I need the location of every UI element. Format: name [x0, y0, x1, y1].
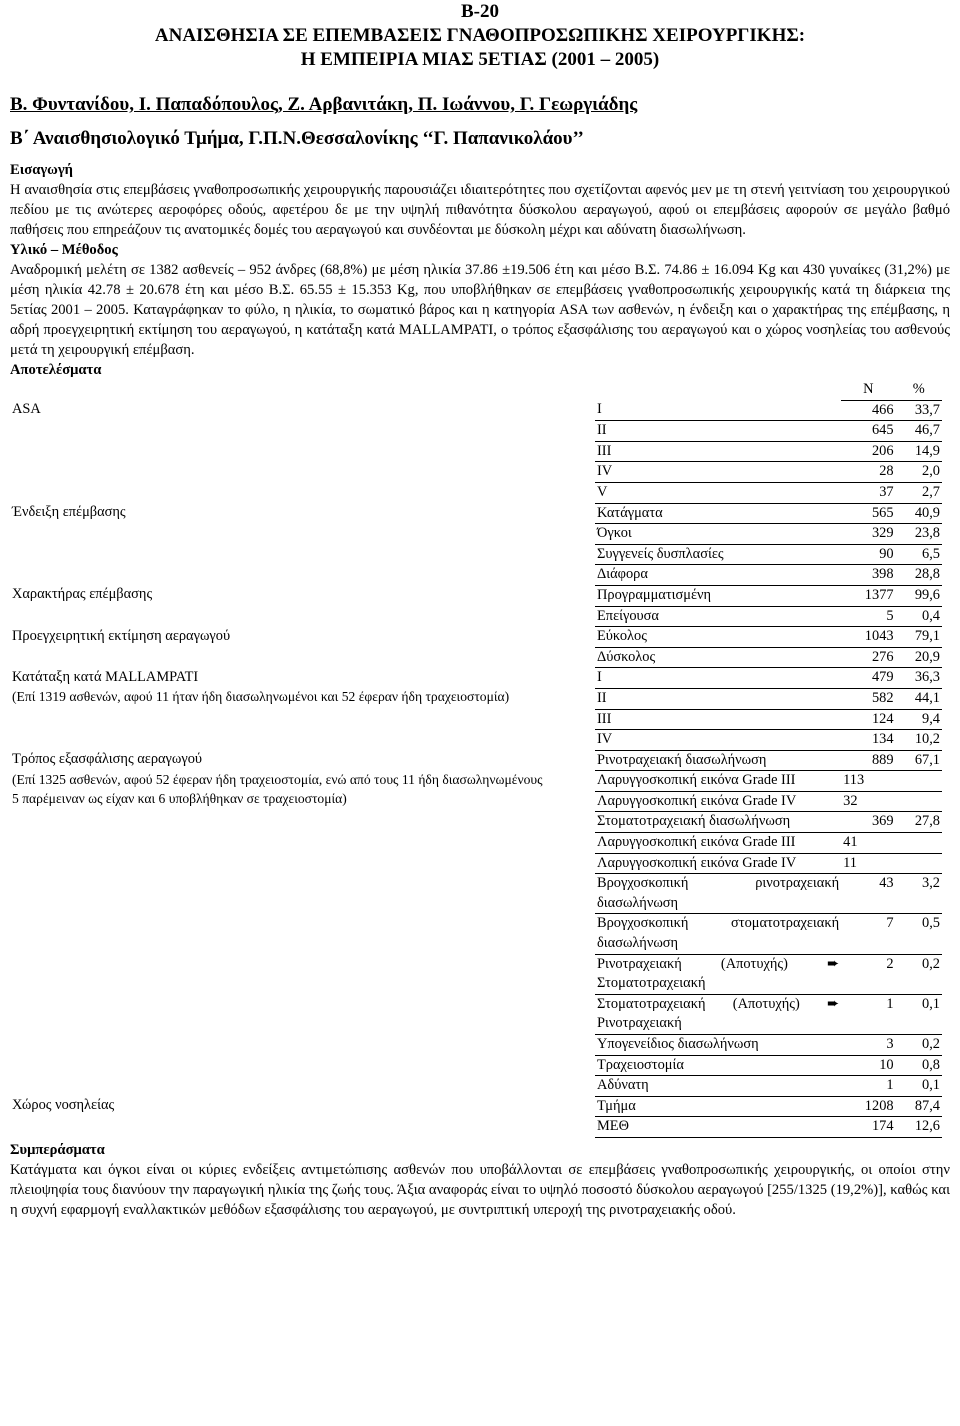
percent-cell: 28,8	[896, 565, 942, 586]
percent-cell: 12,6	[896, 1117, 942, 1138]
row-group-label	[10, 627, 595, 668]
count-cell: 1208	[841, 1096, 895, 1117]
percent-cell: 9,4	[896, 709, 942, 730]
count-cell: 113	[841, 771, 895, 792]
count-cell: 1	[841, 994, 895, 1034]
affiliation: Β΄ Αναισθησιολογικό Τμήμα, Γ.Π.Ν.Θεσσαλονίκης ‘‘Γ. Παπανικολάου’’	[10, 128, 584, 149]
category-cell: Αδύνατη	[595, 1076, 841, 1097]
group-label-text: Προεγχειρητική εκτίμηση αεραγωγού	[12, 627, 231, 644]
intro-text: Η αναισθησία στις επεμβάσεις γναθοπροσωπικής χειρουργικής παρουσιάζει ιδιαιτερότητες που σχετίζονται αφενός μεν με τη στενή γειτνίαση του χειρουργικού πεδίου με τις ανώτερες αεροφόρες οδούς, αφετέρου δε με την υψηλή πιθανότητα δύσκολου αεραγωγού, αφού οι επεμβάσεις αφορούν σε μεγάλο βαθμό παθήσεις που επηρεάζουν τις ανατομικές δομές του αεραγωγού και συνδέονται με δύσκολη μέχρι και αδύνατη διασωλήνωση.	[10, 182, 950, 238]
percent-cell: 36,3	[896, 668, 942, 689]
results-table-header	[10, 380, 942, 400]
count-cell: 565	[841, 503, 895, 524]
title-line-2: Η ΕΜΠΕΙΡΙΑ ΜΙΑΣ 5ΕΤΙΑΣ (2001 – 2005)	[300, 49, 660, 70]
percent-cell	[896, 833, 942, 854]
category-cell: Βρογχοσκοπική στοματοτραχειακή διασωλήνωση	[595, 914, 841, 954]
percent-cell: 40,9	[896, 503, 942, 524]
category-cell: Λαρυγγοσκοπική εικόνα Grade IV	[595, 791, 841, 812]
group-label-text: ASA	[12, 401, 41, 418]
table-row	[10, 668, 942, 689]
percent-cell: 6,5	[896, 544, 942, 565]
percent-cell: 0,8	[896, 1055, 942, 1076]
count-cell: 2	[841, 954, 895, 994]
table-row	[10, 1096, 942, 1117]
count-cell: 889	[841, 750, 895, 771]
count-cell: 5	[841, 606, 895, 627]
category-cell: II	[595, 421, 841, 442]
group-label-text: Κατάταξη κατά MALLAMPATI	[12, 668, 199, 685]
percent-cell	[896, 853, 942, 874]
methods-text: Αναδρομική μελέτη σε 1382 ασθενείς – 952 άνδρες (68,8%) με μέση ηλικία 37.86 ±19.506 έτη και μέσο Β.Σ. 74.86 ± 16.094 Kg και 430 γυναίκες (31,2%) με μέση ηλικία 42.78 ± 20.678 έτη και μέσο Β.Σ. 65.55 ± 15.353 Kg, που υποβλήθηκαν σε επεμβάσεις γναθοπροσωπικής χειρουργικής κατά τη διάρκεια της 5ετίας 2001 – 2005. Καταγράφηκαν το φύλο, η ηλικία, το σωματικό βάρος και η κατηγορία ASA των ασθενών, η ένδειξη και ο χαρακτήρας της επέμβασης, η αδρή προεγχειρητική εκτίμηση του αεραγωγού, η κατάταξη κατά MALLAMPATI, ο τρόπος εξασφάλισης του αεραγωγού και ο χώρος νοσηλείας του ασθενούς μετά τη χειρουργική επέμβαση.	[10, 262, 950, 358]
percent-cell: 0,1	[896, 1076, 942, 1097]
count-cell: 134	[841, 730, 895, 751]
count-cell: 329	[841, 524, 895, 545]
count-cell: 582	[841, 688, 895, 709]
category-cell: Προγραμματισμένη	[595, 585, 841, 606]
category-cell: Δύσκολος	[595, 647, 841, 668]
percent-cell	[896, 771, 942, 792]
percent-cell: 10,2	[896, 730, 942, 751]
authors	[10, 92, 950, 118]
row-group-label	[10, 668, 595, 750]
count-cell: 645	[841, 421, 895, 442]
percent-cell: 0,2	[896, 1035, 942, 1056]
percent-cell: 23,8	[896, 524, 942, 545]
table-row	[10, 400, 942, 421]
count-cell: 37	[841, 482, 895, 503]
category-cell: Στοματοτραχειακή διασωλήνωση	[595, 812, 841, 833]
results-table	[10, 380, 942, 1138]
category-cell: ΜΕΘ	[595, 1117, 841, 1138]
count-cell: 28	[841, 462, 895, 483]
methods-heading: Υλικό – Μέθοδος	[10, 242, 118, 258]
percent-cell: 14,9	[896, 441, 942, 462]
count-cell: 41	[841, 833, 895, 854]
column-header-pct: %	[896, 380, 942, 400]
conclusions-text: Κατάγματα και όγκοι είναι οι κύριες ενδείξεις αντιμετώπισης ασθενών που υποβάλλονται σε επεμβάσεις γναθοπροσωπικής χειρουργικής, οι οποίοι στην πλειοψηφία τους διανύουν την παραγωγική ηλικία της ζωής τους. Άξια αναφοράς είναι το υψηλό ποσοστό δύσκολου αεραγωγού [255/1325 (19,2%)], καθώς και η συχνή εφαρμογή εναλλακτικών μεθόδων εξασφάλισης του αεραγωγού, με συντριπτική υπεροχή της ρινοτραχειακής οδού.	[10, 1161, 950, 1218]
group-note: (Επί 1325 ασθενών, αφού 52 έφεραν ήδη τραχειοστομία, ενώ από τους 11 ήδη διασωληνωμένους 5 παρέμειναν ως είχαν και 6 υποβλήθηκαν σε τραχειοστομία)	[12, 771, 543, 807]
group-label-text: Τρόπος εξασφάλισης αεραγωγού	[12, 751, 203, 768]
percent-cell: 3,2	[896, 874, 942, 914]
category-cell: Υπογενείδιος διασωλήνωση	[595, 1035, 841, 1056]
row-group-label	[10, 750, 595, 1096]
category-cell: Όγκοι	[595, 524, 841, 545]
row-group-label	[10, 400, 595, 503]
percent-cell: 44,1	[896, 688, 942, 709]
category-cell: III	[595, 709, 841, 730]
category-cell: IV	[595, 730, 841, 751]
percent-cell	[896, 791, 942, 812]
authors-text: Β. Φυντανίδου, Ι. Παπαδόπουλος, Ζ. Αρβανιτάκη, Π. Ιωάννου, Γ. Γεωργιάδης	[10, 94, 638, 115]
table-row	[10, 503, 942, 524]
row-group-label	[10, 1096, 595, 1137]
group-label-text: Ένδειξη επέμβασης	[12, 504, 126, 521]
count-cell: 32	[841, 791, 895, 812]
category-cell: II	[595, 688, 841, 709]
group-note: (Επί 1319 ασθενών, αφού 11 ήταν ήδη διασωληνωμένοι και 52 έφεραν ήδη τραχειοστομία)	[12, 689, 510, 705]
count-cell: 43	[841, 874, 895, 914]
category-cell: Επείγουσα	[595, 606, 841, 627]
category-cell: I	[595, 668, 841, 689]
category-cell: V	[595, 482, 841, 503]
count-cell: 276	[841, 647, 895, 668]
count-cell: 1377	[841, 585, 895, 606]
category-cell: IV	[595, 462, 841, 483]
category-cell: Εύκολος	[595, 627, 841, 648]
count-cell: 1043	[841, 627, 895, 648]
row-group-label	[10, 585, 595, 626]
count-cell: 398	[841, 565, 895, 586]
table-row	[10, 585, 942, 606]
count-cell: 369	[841, 812, 895, 833]
count-cell: 3	[841, 1035, 895, 1056]
category-cell: Διάφορα	[595, 565, 841, 586]
category-cell: Τμήμα	[595, 1096, 841, 1117]
conclusions-heading: Συμπεράσματα	[10, 1141, 105, 1158]
count-cell: 466	[841, 400, 895, 421]
category-cell: Λαρυγγοσκοπική εικόνα Grade IV	[595, 853, 841, 874]
abstract-code: B-20	[461, 1, 499, 22]
count-cell: 1	[841, 1076, 895, 1097]
table-row	[10, 750, 942, 771]
category-cell: III	[595, 441, 841, 462]
category-cell: Στοματοτραχειακή (Αποτυχής) ➨ Ρινοτραχειακή	[595, 994, 841, 1034]
percent-cell: 2,0	[896, 462, 942, 483]
category-cell: Τραχειοστομία	[595, 1055, 841, 1076]
count-cell: 174	[841, 1117, 895, 1138]
count-cell: 7	[841, 914, 895, 954]
percent-cell: 27,8	[896, 812, 942, 833]
category-cell: Κατάγματα	[595, 503, 841, 524]
percent-cell: 67,1	[896, 750, 942, 771]
category-cell: Λαρυγγοσκοπική εικόνα Grade III	[595, 771, 841, 792]
column-header-n: N	[841, 380, 895, 400]
count-cell: 479	[841, 668, 895, 689]
count-cell: 10	[841, 1055, 895, 1076]
percent-cell: 33,7	[896, 400, 942, 421]
category-cell: I	[595, 400, 841, 421]
percent-cell: 2,7	[896, 482, 942, 503]
percent-cell: 46,7	[896, 421, 942, 442]
category-cell: Ρινοτραχειακή (Αποτυχής) ➨ Στοματοτραχειακή	[595, 954, 841, 994]
category-cell: Ρινοτραχειακή διασωλήνωση	[595, 750, 841, 771]
title-line-1: ΑΝΑΙΣΘΗΣΙΑ ΣΕ ΕΠΕΜΒΑΣΕΙΣ ΓΝΑΘΟΠΡΟΣΩΠΙΚΗΣ ΧΕΙΡΟΥΡΓΙΚΗΣ:	[154, 25, 806, 46]
category-cell: Βρογχοσκοπική ρινοτραχειακή διασωλήνωση	[595, 874, 841, 914]
intro-heading: Εισαγωγή	[10, 162, 73, 178]
count-cell: 206	[841, 441, 895, 462]
category-cell: Συγγενείς δυσπλασίες	[595, 544, 841, 565]
count-cell: 90	[841, 544, 895, 565]
row-group-label	[10, 503, 595, 585]
percent-cell: 0,2	[896, 954, 942, 994]
category-cell: Λαρυγγοσκοπική εικόνα Grade III	[595, 833, 841, 854]
results-heading: Αποτελέσματα	[10, 362, 102, 378]
percent-cell: 87,4	[896, 1096, 942, 1117]
table-row	[10, 627, 942, 648]
percent-cell: 99,6	[896, 585, 942, 606]
group-label-text: Χώρος νοσηλείας	[12, 1097, 115, 1114]
percent-cell: 0,5	[896, 914, 942, 954]
count-cell: 11	[841, 853, 895, 874]
percent-cell: 0,1	[896, 994, 942, 1034]
count-cell: 124	[841, 709, 895, 730]
percent-cell: 79,1	[896, 627, 942, 648]
percent-cell: 20,9	[896, 647, 942, 668]
group-label-text: Χαρακτήρας επέμβασης	[12, 586, 153, 603]
percent-cell: 0,4	[896, 606, 942, 627]
